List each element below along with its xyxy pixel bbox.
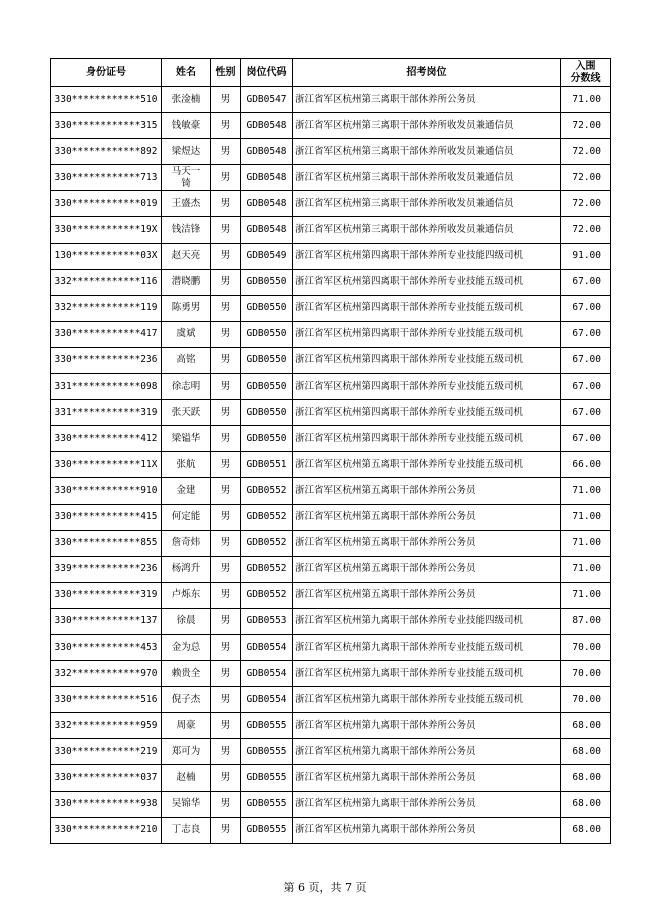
cell-name [162,374,211,400]
cell-position: 浙江省军区杭州第三离职干部休养所收发员兼通信员 [293,191,561,217]
cell-position-code: GDB0550 [241,269,293,295]
cell-id-number: 330************315 [51,113,162,139]
cell-position: 浙江省军区杭州第四离职干部休养所专业技能五级司机 [293,374,561,400]
cell-position-code: GDB0550 [241,400,293,426]
cell-gender: 男 [211,321,241,347]
header-score-line1: 入围 [575,60,596,72]
cell-position: 浙江省军区杭州第四离职干部休养所专业技能五级司机 [293,347,561,373]
cell-position: 浙江省军区杭州第五离职干部休养所公务员 [293,582,561,608]
cell-score: 67.00 [561,295,611,321]
name-text: 张淦楠 [171,93,201,105]
name-text: 钱洁锋 [171,224,201,236]
cell-name [162,504,211,530]
cell-position-code: GDB0550 [241,295,293,321]
cell-position-code: GDB0554 [241,661,293,687]
cell-position-code: GDB0549 [241,243,293,269]
cell-name [162,400,211,426]
cell-position-code: GDB0555 [241,739,293,765]
cell-score: 68.00 [561,739,611,765]
cell-score: 67.00 [561,321,611,347]
table-row [51,582,611,608]
name-text: 潜晓鹏 [171,276,201,288]
cell-position-code: GDB0553 [241,608,293,634]
cell-score: 67.00 [561,347,611,373]
name-text: 金为总 [171,641,201,653]
cell-position: 浙江省军区杭州第四离职干部休养所专业技能五级司机 [293,400,561,426]
name-text: 郑可为 [171,745,201,757]
table-row [51,87,611,113]
cell-name [162,661,211,687]
cell-id-number: 330************713 [51,165,162,191]
cell-name [162,765,211,791]
table-row [51,556,611,582]
cell-gender: 男 [211,478,241,504]
table-row [51,400,611,426]
header-name: 姓名 [162,59,211,87]
cell-position-code: GDB0555 [241,817,293,843]
cell-position-code: GDB0555 [241,765,293,791]
cell-position-code: GDB0554 [241,687,293,713]
cell-position: 浙江省军区杭州第五离职干部休养所公务员 [293,556,561,582]
table-row [51,191,611,217]
cell-id-number: 130************03X [51,243,162,269]
cell-score: 71.00 [561,582,611,608]
cell-name [162,478,211,504]
table-row [51,347,611,373]
cell-id-number: 339************236 [51,556,162,582]
cell-position: 浙江省军区杭州第三离职干部休养所收发员兼通信员 [293,217,561,243]
cell-name [162,530,211,556]
cell-position-code: GDB0552 [241,530,293,556]
cell-position: 浙江省军区杭州第九离职干部休养所公务员 [293,713,561,739]
cell-score: 72.00 [561,191,611,217]
cell-gender: 男 [211,791,241,817]
name-text: 高铭 [176,354,196,366]
cell-id-number: 332************116 [51,269,162,295]
cell-position: 浙江省军区杭州第九离职干部休养所公务员 [293,765,561,791]
cell-gender: 男 [211,400,241,426]
name-text: 陈勇男 [171,302,201,314]
cell-gender: 男 [211,374,241,400]
name-text: 吴锦华 [171,798,201,810]
table-row [51,243,611,269]
cell-position: 浙江省军区杭州第五离职干部休养所公务员 [293,530,561,556]
cell-score: 91.00 [561,243,611,269]
cell-name [162,243,211,269]
cell-gender: 男 [211,530,241,556]
header-score [561,59,611,87]
cell-name [162,634,211,660]
name-text: 金建 [176,484,196,496]
cell-name [162,817,211,843]
cell-id-number: 330************19X [51,217,162,243]
cell-id-number: 330************219 [51,739,162,765]
cell-score: 70.00 [561,687,611,713]
cell-gender: 男 [211,452,241,478]
cell-id-number: 330************938 [51,791,162,817]
cell-gender: 男 [211,113,241,139]
cell-id-number: 330************417 [51,321,162,347]
cell-score: 71.00 [561,478,611,504]
cell-score: 67.00 [561,374,611,400]
name-text: 王盛杰 [171,197,201,209]
cell-position: 浙江省军区杭州第五离职干部休养所公务员 [293,504,561,530]
cell-id-number: 330************037 [51,765,162,791]
header-position-code: 岗位代码 [241,59,293,87]
cell-name [162,687,211,713]
cell-gender: 男 [211,191,241,217]
table-row [51,504,611,530]
name-text: 詹奇炜 [171,537,201,549]
cell-gender: 男 [211,347,241,373]
header-position: 招考岗位 [293,59,561,87]
cell-score: 71.00 [561,556,611,582]
cell-gender: 男 [211,582,241,608]
cell-gender: 男 [211,661,241,687]
cell-gender: 男 [211,165,241,191]
cell-position: 浙江省军区杭州第四离职干部休养所专业技能五级司机 [293,269,561,295]
name-text: 张航 [176,458,196,470]
cell-name [162,269,211,295]
cell-id-number: 332************959 [51,713,162,739]
name-text: 赵天亮 [171,250,201,262]
table-row [51,530,611,556]
table-row [51,661,611,687]
cell-position: 浙江省军区杭州第三离职干部休养所公务员 [293,87,561,113]
cell-position-code: GDB0552 [241,556,293,582]
cell-score: 67.00 [561,269,611,295]
cell-gender: 男 [211,765,241,791]
cell-id-number: 330************019 [51,191,162,217]
table-row [51,791,611,817]
cell-position-code: GDB0550 [241,321,293,347]
name-text: 马天一锜 [171,165,201,189]
table-row [51,765,611,791]
table-row [51,374,611,400]
cell-name [162,426,211,452]
cell-position-code: GDB0555 [241,713,293,739]
cell-id-number: 331************319 [51,400,162,426]
name-text: 杨鸿升 [171,563,201,575]
cell-score: 70.00 [561,634,611,660]
cell-position-code: GDB0548 [241,139,293,165]
cell-position: 浙江省军区杭州第四离职干部休养所专业技能五级司机 [293,321,561,347]
cell-position: 浙江省军区杭州第四离职干部休养所专业技能五级司机 [293,426,561,452]
cell-score: 68.00 [561,765,611,791]
cell-score: 66.00 [561,452,611,478]
table-row [51,478,611,504]
cell-score: 87.00 [561,608,611,634]
cell-position-code: GDB0550 [241,347,293,373]
cell-position: 浙江省军区杭州第三离职干部休养所收发员兼通信员 [293,139,561,165]
cell-position: 浙江省军区杭州第九离职干部休养所专业技能五级司机 [293,661,561,687]
cell-score: 72.00 [561,113,611,139]
name-text: 周豪 [176,719,196,731]
table-body [51,87,611,844]
name-text: 丁志良 [171,824,201,836]
table-row [51,426,611,452]
cell-id-number: 330************415 [51,504,162,530]
header-id-number: 身份证号 [51,59,162,87]
cell-position-code: GDB0554 [241,634,293,660]
cell-score: 72.00 [561,139,611,165]
cell-gender: 男 [211,504,241,530]
cell-id-number: 331************098 [51,374,162,400]
cell-gender: 男 [211,713,241,739]
cell-gender: 男 [211,139,241,165]
cell-score: 67.00 [561,426,611,452]
cell-gender: 男 [211,243,241,269]
name-text: 赖贵全 [171,667,201,679]
cell-score: 71.00 [561,530,611,556]
cell-gender: 男 [211,426,241,452]
cell-gender: 男 [211,739,241,765]
cell-name [162,139,211,165]
cell-id-number: 332************970 [51,661,162,687]
cell-position-code: GDB0550 [241,374,293,400]
table-row [51,139,611,165]
cell-position: 浙江省军区杭州第四离职干部休养所专业技能五级司机 [293,295,561,321]
cell-id-number: 330************412 [51,426,162,452]
name-text: 卢烁东 [171,589,201,601]
table-row [51,687,611,713]
cell-score: 72.00 [561,217,611,243]
cell-position: 浙江省军区杭州第九离职干部休养所公务员 [293,739,561,765]
cell-gender: 男 [211,87,241,113]
name-text: 赵楠 [176,771,196,783]
name-text: 虞斌 [176,328,196,340]
header-gender: 性别 [211,59,241,87]
page-footer: 第 6 页，共 7 页 [283,881,367,894]
cell-gender: 男 [211,269,241,295]
cell-name [162,452,211,478]
table-row [51,817,611,843]
cell-position-code: GDB0548 [241,165,293,191]
cell-name [162,791,211,817]
cell-id-number: 330************510 [51,87,162,113]
cell-gender: 男 [211,556,241,582]
cell-name [162,556,211,582]
cell-name [162,582,211,608]
cell-gender: 男 [211,687,241,713]
cell-position-code: GDB0547 [241,87,293,113]
name-text: 钱敏豪 [171,119,201,131]
cell-id-number: 330************11X [51,452,162,478]
table-row [51,452,611,478]
cell-position: 浙江省军区杭州第五离职干部休养所专业技能五级司机 [293,452,561,478]
cell-id-number: 330************137 [51,608,162,634]
cell-id-number: 330************236 [51,347,162,373]
table-row [51,295,611,321]
table-row [51,217,611,243]
name-text: 徐志明 [171,380,201,392]
table-row [51,713,611,739]
cell-score: 71.00 [561,87,611,113]
cell-position-code: GDB0548 [241,217,293,243]
cell-name [162,347,211,373]
cell-position: 浙江省军区杭州第九离职干部休养所专业技能四级司机 [293,608,561,634]
name-text: 张天跃 [171,406,201,418]
cell-id-number: 330************910 [51,478,162,504]
name-text: 梁镒华 [171,432,201,444]
cell-gender: 男 [211,817,241,843]
cell-score: 68.00 [561,791,611,817]
cell-name [162,295,211,321]
cell-id-number: 330************453 [51,634,162,660]
cell-score: 68.00 [561,713,611,739]
cell-position-code: GDB0555 [241,791,293,817]
cell-name [162,113,211,139]
cell-position: 浙江省军区杭州第五离职干部休养所公务员 [293,478,561,504]
name-text: 梁煜达 [171,145,201,157]
cell-position-code: GDB0550 [241,426,293,452]
table-row [51,608,611,634]
cell-name [162,713,211,739]
cell-gender: 男 [211,634,241,660]
cell-score: 72.00 [561,165,611,191]
cell-gender: 男 [211,217,241,243]
cell-name [162,191,211,217]
table-row [51,113,611,139]
cell-position-code: GDB0552 [241,582,293,608]
header-score-line2: 分数线 [570,72,601,84]
cell-position: 浙江省军区杭州第九离职干部休养所公务员 [293,817,561,843]
cell-score: 68.00 [561,817,611,843]
cell-position: 浙江省军区杭州第九离职干部休养所公务员 [293,791,561,817]
cell-position-code: GDB0548 [241,191,293,217]
cell-name [162,321,211,347]
cell-name [162,608,211,634]
cell-id-number: 330************892 [51,139,162,165]
cell-position-code: GDB0552 [241,478,293,504]
candidate-table [50,58,611,844]
cell-id-number: 332************119 [51,295,162,321]
cell-position: 浙江省军区杭州第九离职干部休养所专业技能五级司机 [293,634,561,660]
table-header-row [51,59,611,87]
cell-id-number: 330************210 [51,817,162,843]
cell-score: 70.00 [561,661,611,687]
cell-position: 浙江省军区杭州第四离职干部休养所专业技能四级司机 [293,243,561,269]
cell-position: 浙江省军区杭州第三离职干部休养所收发员兼通信员 [293,113,561,139]
cell-id-number: 330************855 [51,530,162,556]
cell-position: 浙江省军区杭州第三离职干部休养所收发员兼通信员 [293,165,561,191]
cell-name [162,739,211,765]
cell-position-code: GDB0551 [241,452,293,478]
table-row [51,739,611,765]
cell-position: 浙江省军区杭州第九离职干部休养所专业技能五级司机 [293,687,561,713]
cell-gender: 男 [211,608,241,634]
table-row [51,634,611,660]
cell-name [162,87,211,113]
cell-gender: 男 [211,295,241,321]
name-text: 徐晨 [176,615,196,627]
cell-score: 67.00 [561,400,611,426]
cell-position-code: GDB0548 [241,113,293,139]
cell-name [162,165,211,191]
name-text: 倪子杰 [171,693,201,705]
cell-name [162,217,211,243]
cell-position-code: GDB0552 [241,504,293,530]
cell-score: 71.00 [561,504,611,530]
table-row [51,165,611,191]
table-row [51,269,611,295]
cell-id-number: 330************319 [51,582,162,608]
cell-id-number: 330************516 [51,687,162,713]
table-row [51,321,611,347]
name-text: 何定能 [171,511,201,523]
